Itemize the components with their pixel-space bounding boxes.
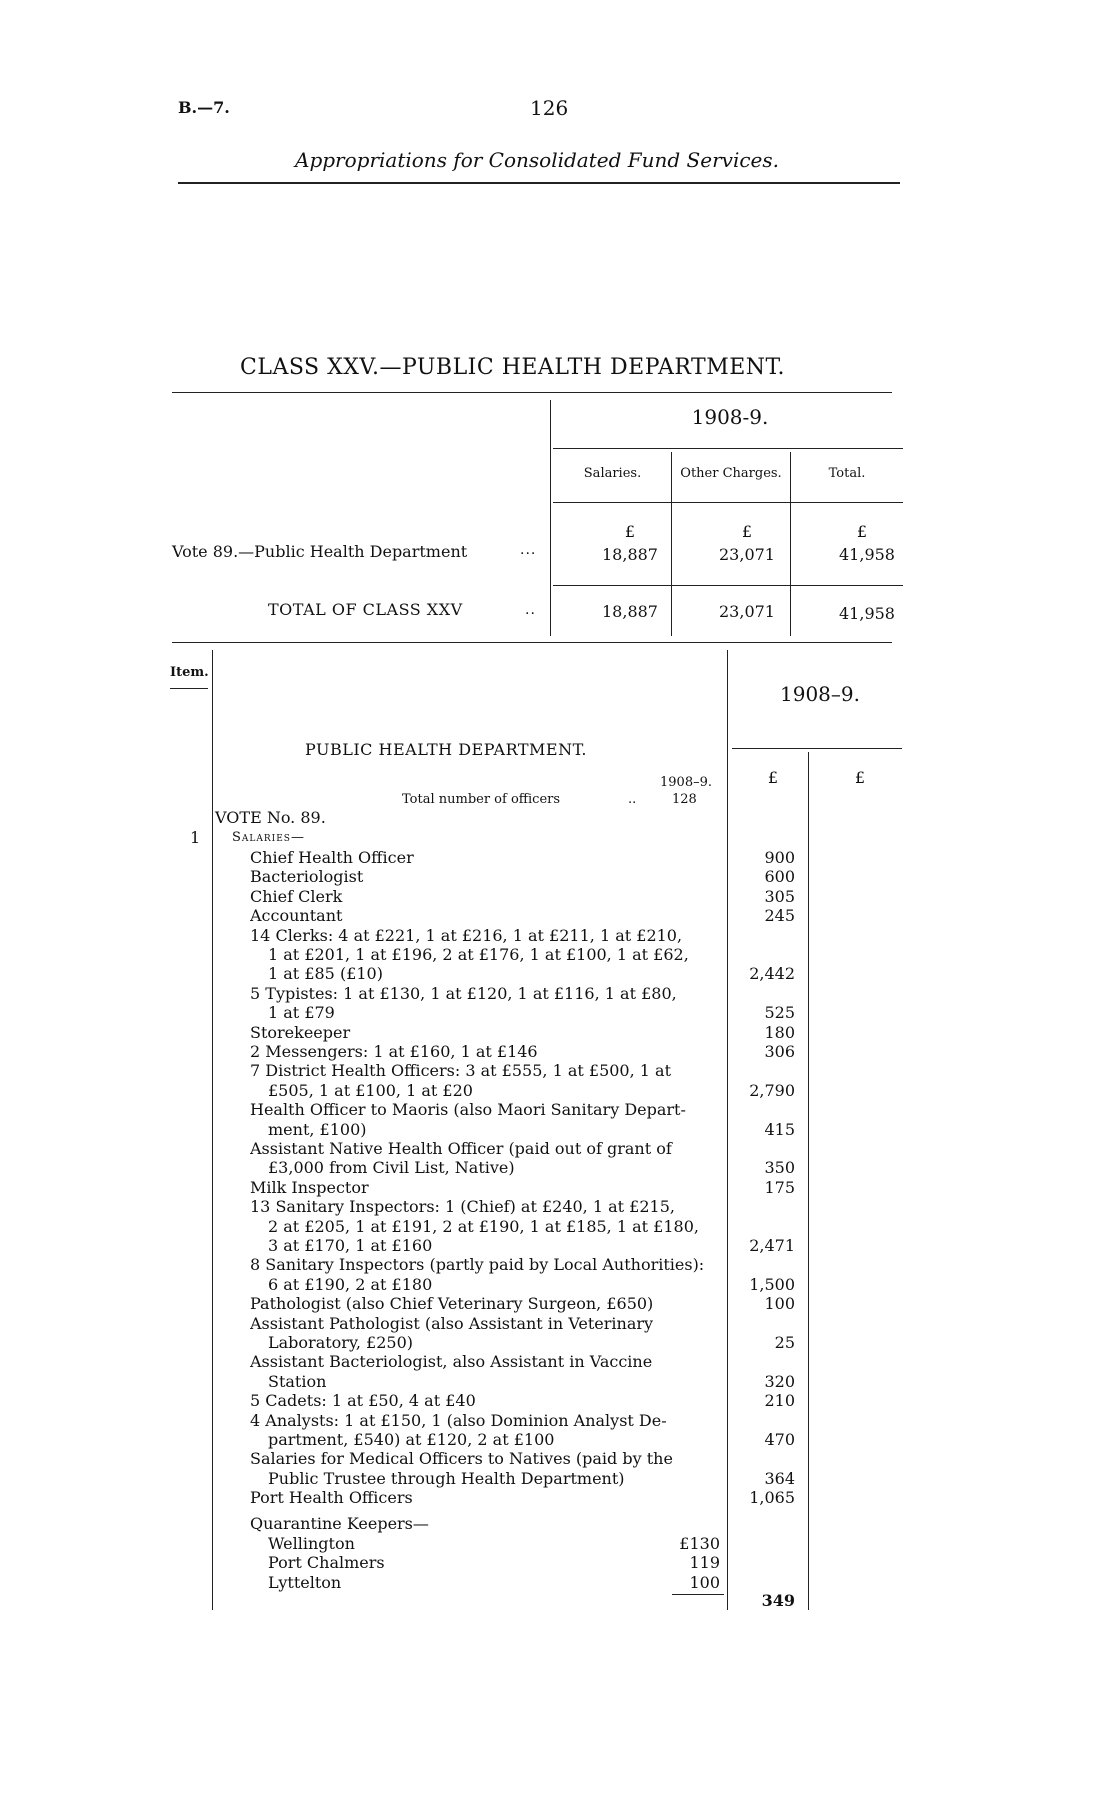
entry-line: Accountant — [250, 906, 343, 926]
entry-amount: 175 — [764, 1177, 795, 1197]
col-other-header: Other Charges. — [680, 466, 782, 481]
detail-currency-1: £ — [767, 768, 779, 787]
entry-line: 7 District Health Officers: 3 at £555, 1 at £500, 1 at — [250, 1061, 672, 1081]
entry-amount: 600 — [764, 867, 795, 887]
total-row-salaries: 18,887 — [602, 602, 658, 621]
entry-line: 8 Sanitary Inspectors (partly paid by Local Authorities): — [250, 1255, 705, 1275]
detail-year-header: 1908–9. — [780, 682, 860, 706]
class-row-rule — [553, 585, 903, 586]
entry-amount: 1,065 — [749, 1488, 795, 1508]
entry-line: 5 Typistes: 1 at £130, 1 at £120, 1 at £116, 1 at £80, — [250, 983, 677, 1003]
entry-amount: 25 — [774, 1333, 795, 1352]
quarantine-total: 349 — [761, 1591, 795, 1610]
entry-line: 2 Messengers: 1 at £160, 1 at £146 — [250, 1042, 538, 1061]
entry-amount: 305 — [764, 886, 795, 906]
entry-line: ment, £100) — [268, 1119, 367, 1139]
entry-line: Pathologist (also Chief Veterinary Surgeon, £650) — [250, 1294, 654, 1314]
officers-dots: .. — [628, 792, 637, 807]
entry-line: partment, £540) at £120, 2 at £100 — [268, 1430, 555, 1449]
vote-row-dots: ... — [520, 542, 537, 558]
quarantine-place: Port Chalmers — [268, 1553, 385, 1573]
entry-line: Port Health Officers — [250, 1488, 413, 1508]
class-year-header: 1908-9. — [691, 405, 769, 429]
item-header: Item. — [170, 665, 209, 680]
entry-amount: 1,500 — [749, 1274, 795, 1294]
item-header-rule — [170, 688, 208, 689]
officers-count: 128 — [672, 792, 697, 807]
page-ref: B.—7. — [178, 98, 230, 117]
entry-line: 6 at £190, 2 at £180 — [268, 1274, 433, 1294]
entry-line: 1 at £85 (£10) — [268, 964, 383, 984]
vote-row-total: 41,958 — [839, 545, 895, 564]
item-column-rule — [212, 650, 213, 1610]
quarantine-place: Wellington — [268, 1534, 355, 1553]
total-row-label: TOTAL OF CLASS XXV — [268, 600, 463, 619]
quarantine-amount: 119 — [689, 1553, 720, 1573]
entry-amount: 306 — [764, 1042, 795, 1061]
entry-line: Salaries for Medical Officers to Natives (paid by the — [250, 1449, 673, 1469]
entry-amount: 525 — [764, 1003, 795, 1023]
entry-amount: 180 — [764, 1022, 795, 1042]
dept-heading: PUBLIC HEALTH DEPARTMENT. — [305, 740, 587, 759]
entry-line: 5 Cadets: 1 at £50, 4 at £40 — [250, 1391, 476, 1411]
entry-amount: 364 — [764, 1468, 795, 1488]
entry-line: Health Officer to Maoris (also Maori Sanitary Depart- — [250, 1100, 686, 1120]
entry-line: 2 at £205, 1 at £191, 2 at £190, 1 at £185, 1 at £180, — [268, 1216, 699, 1236]
entry-amount: 900 — [764, 848, 795, 867]
class-table-divider — [550, 400, 551, 636]
entry-line: Assistant Pathologist (also Assistant in Veterinary — [250, 1313, 654, 1333]
class-col-rule — [553, 502, 903, 503]
entry-line: Station — [268, 1371, 327, 1391]
total-row-total: 41,958 — [839, 604, 895, 623]
item-number: 1 — [190, 828, 201, 847]
entry-line: Chief Clerk — [250, 886, 343, 906]
entry-amount: 2,442 — [749, 964, 795, 984]
officers-label: Total number of officers — [402, 792, 561, 807]
vote-row-salaries: 18,887 — [602, 545, 658, 564]
entry-amount: 415 — [764, 1119, 795, 1139]
entry-line: Laboratory, £250) — [268, 1333, 413, 1352]
entry-amount: 320 — [764, 1371, 795, 1391]
quarantine-sum-rule — [672, 1594, 724, 1595]
class-bottom-rule — [172, 642, 892, 643]
entry-line: 1 at £79 — [268, 1003, 335, 1023]
class-year-rule — [553, 448, 903, 449]
quarantine-amount: £130 — [679, 1534, 720, 1553]
total-row-dots: .. — [525, 602, 536, 618]
salaries-heading: Salaries— — [232, 830, 305, 845]
entry-amount: 470 — [764, 1430, 795, 1449]
col-total-header: Total. — [828, 466, 866, 481]
entry-line: £3,000 from Civil List, Native) — [268, 1158, 515, 1178]
class-heading: CLASS XXV.—PUBLIC HEALTH DEPARTMENT. — [240, 355, 785, 380]
class-top-rule — [172, 392, 892, 393]
detail-year-rule — [732, 748, 902, 749]
currency-salaries: £ — [624, 522, 636, 541]
page-number: 126 — [530, 96, 569, 120]
entry-line: Assistant Native Health Officer (paid out of grant of — [250, 1139, 672, 1158]
vote-label: VOTE No. 89. — [215, 808, 326, 827]
entry-amount: 245 — [764, 906, 795, 926]
page-title: Appropriations for Consolidated Fund Services. — [295, 148, 780, 172]
entry-amount: 350 — [764, 1158, 795, 1178]
quarantine-place: Lyttelton — [268, 1572, 342, 1592]
entry-amount: 210 — [764, 1391, 795, 1411]
header-rule — [178, 182, 900, 184]
vote-row-other: 23,071 — [719, 545, 775, 564]
quarantine-amount: 100 — [689, 1572, 720, 1592]
entry-line: 13 Sanitary Inspectors: 1 (Chief) at £240, 1 at £215, — [250, 1197, 675, 1217]
officers-year: 1908–9. — [660, 775, 712, 790]
vote-row-label: Vote 89.—Public Health Department — [172, 542, 468, 561]
currency-other: £ — [741, 522, 753, 541]
detail-currency-2: £ — [854, 768, 866, 787]
entry-amount: 2,471 — [749, 1236, 795, 1255]
quarantine-heading: Quarantine Keepers— — [250, 1514, 429, 1533]
entry-line: £505, 1 at £100, 1 at £20 — [268, 1080, 473, 1100]
entry-line: Bacteriologist — [250, 867, 364, 887]
entry-line: Chief Health Officer — [250, 848, 414, 867]
detail-divider-amounts — [808, 752, 809, 1610]
entry-line: 3 at £170, 1 at £160 — [268, 1236, 433, 1255]
entry-amount: 2,790 — [749, 1080, 795, 1100]
total-row-other: 23,071 — [719, 602, 775, 621]
entry-amount: 100 — [764, 1294, 795, 1314]
col-salaries-header: Salaries. — [583, 466, 642, 481]
entry-line: 4 Analysts: 1 at £150, 1 (also Dominion Analyst De- — [250, 1410, 667, 1430]
entry-line: Storekeeper — [250, 1022, 351, 1042]
entry-line: 1 at £201, 1 at £196, 2 at £176, 1 at £100, 1 at £62, — [268, 945, 689, 964]
entry-line: Assistant Bacteriologist, also Assistant in Vaccine — [250, 1352, 653, 1372]
entry-line: 14 Clerks: 4 at £221, 1 at £216, 1 at £211, 1 at £210, — [250, 925, 683, 945]
entry-line: Public Trustee through Health Department) — [268, 1468, 625, 1488]
entry-line: Milk Inspector — [250, 1177, 369, 1197]
currency-total: £ — [856, 522, 868, 541]
